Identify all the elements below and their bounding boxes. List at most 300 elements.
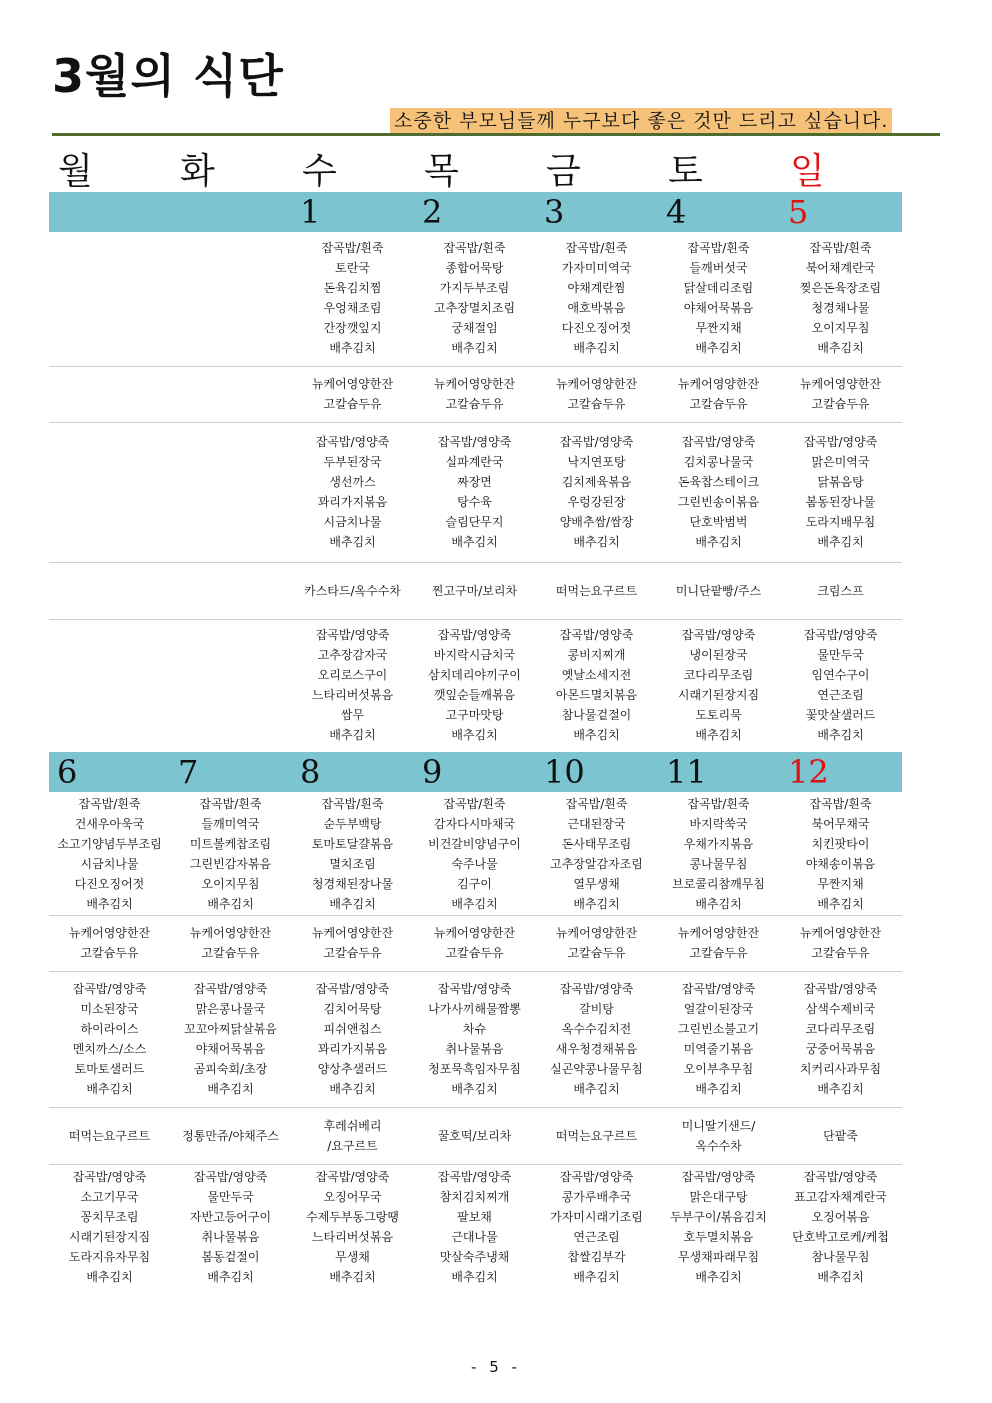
menu-item: 배추김치 [451,896,498,911]
menu-item: 배추김치 [573,728,620,742]
menu-item: 두부된장국 [323,455,382,469]
menu-item: 들깨미역국 [201,816,260,831]
menu-item: 호두멸치볶음 [683,1229,754,1244]
menu-item: 배추김치 [695,1269,742,1284]
menu-item: 콩비지찌개 [567,648,626,662]
menu-item: 소고기무국 [80,1189,139,1204]
meal-cell [414,1164,535,1289]
menu-item: 바지락쑥국 [689,816,748,831]
menu-item: 잡곡밥/영양죽 [315,982,390,996]
menu-item: 잡곡밥/영양죽 [803,628,878,642]
menu-item: 배추김치 [329,1269,376,1284]
menu-item: 배추김치 [86,896,133,911]
meal-row-lunch [49,422,902,562]
title-divider [52,133,940,136]
menu-item: 뉴케어영양한잔 [799,377,882,391]
menu-item: 고칼슘두유 [567,946,626,960]
menu-item: 고칼슘두유 [445,946,504,960]
menu-item: 미니단팥빵/주스 [675,583,762,598]
menu-item: 뉴케어영양한잔 [677,926,760,940]
menu-item: 뉴케어영양한잔 [311,926,394,940]
menu-item: 시금치나물 [323,515,382,529]
day-number: 7 [178,753,199,791]
menu-item: 뉴케어영양한잔 [311,377,394,391]
menu-item: 배추김치 [817,1082,864,1096]
menu-item: 꽃맛살샐러드 [805,708,876,722]
menu-item: 다진오징어젓 [561,321,632,335]
meal-cell [414,422,535,562]
menu-item: 단호박고로케/케첩 [792,1229,889,1244]
menu-item: 뉴케어영양한잔 [433,926,516,940]
meal-row-dinner [49,1164,902,1289]
meal-cell [49,422,170,562]
meal-cell [414,971,535,1107]
menu-item: 브로콜리참깨무침 [672,876,765,891]
meal-cell [780,422,901,562]
menu-item: 실파계란국 [445,455,504,469]
weekday-fri: 금 [546,151,581,192]
menu-item: 뉴케어영양한잔 [555,377,638,391]
menu-item: 열무생채 [573,876,620,891]
menu-item: 고칼슘두유 [80,946,139,960]
menu-item: 잡곡밥/흰죽 [443,241,506,255]
page-title: 3월의 식단 [52,49,284,103]
menu-item: 잡곡밥/영양죽 [315,1169,390,1184]
weekday-mon: 월 [58,151,93,192]
menu-item: 배추김치 [573,1269,620,1284]
menu-item: 깻잎순들깨볶음 [433,688,516,702]
menu-item: 닭볶음탕 [817,475,864,489]
menu-item: 슬림단무지 [445,515,504,529]
menu-item: 배추김치 [207,1082,254,1096]
meal-cell [292,230,413,366]
meal-cell [49,1107,170,1164]
menu-item: 임연수구이 [811,668,870,682]
menu-item: 꿀호떡/보리차 [437,1128,512,1143]
menu-item: 김치콩나물국 [683,455,754,469]
meal-cell [49,619,170,751]
menu-item: 배추김치 [207,1269,254,1284]
menu-item: 바지락시금치국 [433,648,516,662]
meal-cell [49,1164,170,1289]
menu-item: 오리로스구이 [317,668,388,682]
menu-item: 다진오징어젓 [74,876,145,891]
menu-item: 고칼슘두유 [445,397,504,411]
meal-cell [414,792,535,915]
menu-item: 오징어무국 [323,1189,382,1204]
menu-item: 맑은콩나물국 [195,1002,266,1016]
menu-item: 잡곡밥/영양죽 [437,1169,512,1184]
meal-cell [536,915,657,971]
meal-cell [536,971,657,1107]
menu-item: 참나물겉절이 [561,708,632,722]
menu-item: 수제두부동그랑땡 [306,1209,399,1224]
menu-item: 고칼슘두유 [811,397,870,411]
menu-item: 차슈 [462,1022,487,1036]
menu-item: 잡곡밥/영양죽 [681,628,756,642]
meal-cell [170,366,291,422]
menu-item: 미소된장국 [80,1002,139,1016]
day-number: 4 [666,193,687,231]
menu-item: 들깨버섯국 [689,261,748,275]
menu-item: 잡곡밥/영양죽 [559,1169,634,1184]
menu-item: 맛살숙주냉채 [439,1249,510,1264]
menu-item: 가자미미역국 [561,261,632,275]
day-number: 8 [300,753,321,791]
meal-cell [536,1107,657,1164]
menu-item: 카스타드/옥수수차 [304,583,401,598]
menu-item: 잡곡밥/영양죽 [315,435,390,449]
menu-item: 잡곡밥/영양죽 [437,628,512,642]
menu-item: 애호박볶음 [567,301,626,315]
menu-item: 배추김치 [86,1269,133,1284]
menu-item: 단호박범벅 [689,515,748,529]
menu-item: 고칼슘두유 [323,946,382,960]
menu-item: 소고기양념두부조림 [57,836,162,851]
menu-item: 느타리버섯볶음 [311,1229,394,1244]
meal-cell [536,562,657,619]
weekday-sat: 토 [668,151,703,192]
menu-item: 야채어묵볶음 [195,1042,266,1056]
menu-item: 배추김치 [817,896,864,911]
menu-item: 생선까스 [329,475,376,489]
menu-item: 잡곡밥/흰죽 [321,796,384,811]
menu-item: 꽈리가지볶음 [317,1042,388,1056]
menu-item: 떠먹는요구르트 [68,1128,151,1143]
meal-cell [658,422,779,562]
meal-cell [658,1107,779,1164]
meal-row-breakfast [49,230,902,366]
menu-item: 돈사태무조림 [561,836,632,851]
page-subtitle: 소중한 부모님들께 누구보다 좋은 것만 드리고 싶습니다. [390,108,892,134]
menu-item: 가자미시래기조림 [550,1209,643,1224]
day-number: 2 [422,193,443,231]
menu-item: 피쉬앤칩스 [323,1022,382,1036]
menu-item: 표고감자채계란국 [794,1189,887,1204]
menu-item: 찐고구마/보리차 [431,583,518,598]
menu-item: 배추김치 [329,535,376,549]
menu-item: 물만두국 [817,648,864,662]
menu-item: 그린빈송이볶음 [677,495,760,509]
menu-item: 북어무채국 [811,816,870,831]
menu-item: 배추김치 [207,896,254,911]
menu-item: 야채송이볶음 [805,856,876,871]
meal-cell [536,1164,657,1289]
menu-item: 잡곡밥/영양죽 [72,1169,147,1184]
menu-item: 꽈리가지볶음 [317,495,388,509]
menu-item: 잡곡밥/영양죽 [681,1169,756,1184]
menu-item: 배추김치 [329,341,376,355]
menu-item: 무짠지채 [817,876,864,891]
menu-item: 잡곡밥/흰죽 [687,796,750,811]
day-number: 11 [666,753,707,791]
menu-item: 야채계란찜 [567,281,626,295]
menu-item: 옥수수차 [695,1138,742,1153]
menu-item: 잡곡밥/영양죽 [803,1169,878,1184]
menu-item: 비건갈비양념구이 [428,836,521,851]
menu-item: 잡곡밥/영양죽 [193,982,268,996]
menu-item: 배추김치 [695,728,742,742]
menu-item: /요구르트 [327,1138,378,1153]
meal-cell [170,422,291,562]
meal-cell [292,1107,413,1164]
menu-item: 연근조림 [573,1229,620,1244]
menu-item: 닭살데리조림 [683,281,754,295]
menu-item: 하이라이스 [80,1022,139,1036]
menu-item: 배추김치 [573,1082,620,1096]
menu-item: 떠먹는요구르트 [555,1128,638,1143]
menu-item: 잡곡밥/영양죽 [437,982,512,996]
menu-item: 미트볼케찹조림 [189,836,272,851]
menu-item: 잡곡밥/영양죽 [437,435,512,449]
menu-item: 갈비탕 [579,1002,614,1016]
menu-item: 청경채나물 [811,301,870,315]
menu-item: 뉴케어영양한잔 [433,377,516,391]
menu-item: 잡곡밥/흰죽 [321,241,384,255]
meal-cell [49,562,170,619]
menu-item: 배추김치 [451,535,498,549]
menu-item: 치커리사과무침 [799,1062,882,1076]
menu-item: 우채가지볶음 [683,836,754,851]
menu-item: 궁채절임 [451,321,498,335]
meal-cell [658,915,779,971]
meal-cell [780,1164,901,1289]
menu-item: 배추김치 [86,1082,133,1096]
menu-item: 무짠지채 [695,321,742,335]
meal-cell [658,366,779,422]
menu-item: 맑은미역국 [811,455,870,469]
menu-item: 도라지배무침 [805,515,876,529]
menu-item: 고추장알감자조림 [550,856,643,871]
menu-item: 잡곡밥/영양죽 [315,628,390,642]
menu-item: 아몬드멸치볶음 [555,688,638,702]
menu-item: 우엉채조림 [323,301,382,315]
menu-item: 새우청경채볶음 [555,1042,638,1056]
menu-item: 참나물무침 [811,1249,870,1264]
menu-item: 배추김치 [817,341,864,355]
meal-cell [780,792,901,915]
menu-item: 낙지연포탕 [567,455,626,469]
menu-item: 가지두부조림 [439,281,510,295]
meal-cell [780,1107,901,1164]
meal-cell [49,230,170,366]
menu-item: 야채어묵볶음 [683,301,754,315]
menu-item: 배추김치 [695,535,742,549]
menu-item: 청포묵흑임자무침 [428,1062,521,1076]
menu-item: 콩나물무침 [689,856,748,871]
menu-item: 잡곡밥/흰죽 [565,796,628,811]
meal-cell [292,1164,413,1289]
menu-item: 배추김치 [573,341,620,355]
menu-item: 떠먹는요구르트 [555,583,638,598]
meal-cell [536,792,657,915]
menu-item: 시래기된장지짐 [68,1229,151,1244]
menu-item: 건새우아욱국 [74,816,145,831]
menu-item: 잡곡밥/영양죽 [803,435,878,449]
meal-cell [170,562,291,619]
meal-cell [170,792,291,915]
menu-item: 근대된장국 [567,816,626,831]
meal-cell [658,1164,779,1289]
menu-item: 잡곡밥/흰죽 [809,241,872,255]
meal-cell [536,422,657,562]
menu-item: 치킨팟타이 [811,836,870,851]
meal-cell [292,792,413,915]
menu-item: 배추김치 [451,728,498,742]
meal-cell [170,1107,291,1164]
menu-item: 간장깻잎지 [323,321,382,335]
menu-item: 고칼슘두유 [201,946,260,960]
meal-row-pm-snack [49,1107,902,1164]
meal-cell [49,971,170,1107]
menu-item: 잡곡밥/영양죽 [559,628,634,642]
menu-item: 숙주나물 [451,856,498,871]
menu-item: 고칼슘두유 [689,397,748,411]
menu-item: 자반고등어구이 [189,1209,272,1224]
menu-item: 오징어볶음 [811,1209,870,1224]
menu-item: 잡곡밥/영양죽 [72,982,147,996]
day-number: 1 [300,193,321,231]
menu-item: 고구마맛탕 [445,708,504,722]
meal-cell [414,366,535,422]
menu-item: 잡곡밥/흰죽 [199,796,262,811]
menu-item: 꼬꼬아찌닭살볶음 [184,1022,277,1036]
menu-item: 순두부백탕 [323,816,382,831]
menu-item: 취나물볶음 [201,1229,260,1244]
meal-cell [292,562,413,619]
menu-item: 뉴케어영양한잔 [189,926,272,940]
date-band [49,192,902,232]
menu-item: 잡곡밥/영양죽 [559,435,634,449]
menu-item: 옥수수김치전 [561,1022,632,1036]
meal-cell [292,366,413,422]
meal-cell [49,366,170,422]
meal-cell [49,792,170,915]
menu-item: 삼치데리야끼구이 [428,668,521,682]
menu-item: 잡곡밥/영양죽 [559,982,634,996]
meal-row-am-snack [49,366,902,422]
menu-item: 양상추샐러드 [317,1062,388,1076]
menu-item: 크림스프 [817,583,864,598]
menu-item: 고칼슘두유 [567,397,626,411]
day-number: 9 [422,753,443,791]
menu-item: 배추김치 [817,535,864,549]
weekday-wed: 수 [302,151,337,192]
menu-item: 도토리묵 [695,708,742,722]
menu-item: 도라지유자무침 [68,1249,151,1264]
menu-item: 청경채된장나물 [311,876,394,891]
menu-item: 김치어묵탕 [323,1002,382,1016]
menu-item: 배추김치 [451,1269,498,1284]
meal-cell [292,422,413,562]
menu-item: 정통만쥬/야채주스 [182,1128,279,1143]
menu-item: 김치제육볶음 [561,475,632,489]
meal-row-pm-snack [49,562,902,619]
menu-item: 코다리무조림 [683,668,754,682]
meal-cell [780,915,901,971]
meal-cell [658,230,779,366]
meal-cell [658,792,779,915]
meal-cell [536,619,657,751]
meal-cell [170,915,291,971]
meal-cell [170,230,291,366]
meal-cell [780,619,901,751]
menu-item: 멸치조림 [329,856,376,871]
meal-cell [170,1164,291,1289]
menu-item: 실곤약콩나물무침 [550,1062,643,1076]
menu-item: 물만두국 [207,1189,254,1204]
meal-cell [536,230,657,366]
menu-item: 고칼슘두유 [323,397,382,411]
meal-cell [292,915,413,971]
meal-cell [170,619,291,751]
meal-cell [414,1107,535,1164]
meal-row-lunch [49,971,902,1107]
menu-item: 후레쉬베리 [323,1118,382,1133]
weekday-tue: 화 [180,151,215,192]
menu-item: 배추김치 [573,896,620,911]
menu-item: 탕수육 [457,495,492,509]
menu-item: 뉴케어영양한잔 [677,377,760,391]
menu-item: 잡곡밥/영양죽 [681,982,756,996]
menu-item: 고추장감자국 [317,648,388,662]
meal-cell [292,619,413,751]
menu-item: 미니딸기샌드/ [681,1118,756,1133]
meal-cell [536,366,657,422]
menu-item: 잡곡밥/흰죽 [565,241,628,255]
day-number: 10 [544,753,585,791]
meal-row-am-snack [49,915,902,971]
meal-cell [414,230,535,366]
menu-item: 배추김치 [695,896,742,911]
menu-item: 배추김치 [451,341,498,355]
menu-item: 잡곡밥/영양죽 [803,982,878,996]
menu-item: 배추김치 [573,535,620,549]
menu-item: 삼색수제비국 [805,1002,876,1016]
menu-item: 배추김치 [329,1082,376,1096]
menu-item: 연근조림 [817,688,864,702]
menu-item: 토마토샐러드 [74,1062,145,1076]
menu-item: 잡곡밥/흰죽 [809,796,872,811]
day-number: 6 [57,753,78,791]
meal-cell [780,971,901,1107]
menu-item: 콩가루배추국 [561,1189,632,1204]
menu-item: 그린빈감자볶음 [189,856,272,871]
meal-cell [780,366,901,422]
menu-item: 시래기된장지짐 [677,688,760,702]
menu-item: 찢은돈육장조림 [799,281,882,295]
day-number: 12 [788,753,829,791]
weekday-sun: 일 [790,151,825,192]
menu-item: 팔보채 [457,1209,492,1224]
menu-item: 두부구이/볶음김치 [670,1209,767,1224]
menu-item: 토란국 [335,261,370,275]
menu-item: 봄동된장나물 [805,495,876,509]
menu-item: 돈육김치찜 [323,281,382,295]
menu-item: 고추장멸치조림 [433,301,516,315]
menu-item: 고칼슘두유 [811,946,870,960]
menu-item: 뉴케어영양한잔 [68,926,151,940]
meal-row-breakfast [49,792,902,915]
menu-item: 잡곡밥/영양죽 [193,1169,268,1184]
meal-cell [780,562,901,619]
page-number: - 5 - [471,1358,521,1376]
menu-item: 얼갈이된장국 [683,1002,754,1016]
menu-item: 잡곡밥/흰죽 [443,796,506,811]
menu-item: 배추김치 [817,728,864,742]
menu-item: 꽁치무조림 [80,1209,139,1224]
meal-cell [414,562,535,619]
